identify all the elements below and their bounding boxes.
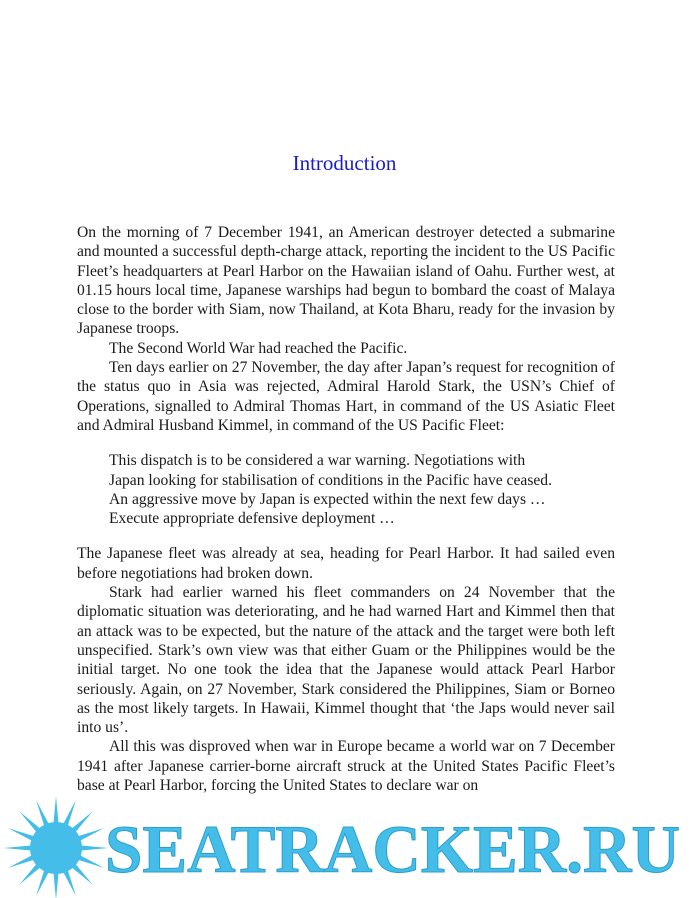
sunburst-ray [8,855,35,868]
sunburst-ray [77,855,104,868]
paragraph: Stark had earlier warned his fleet commanders on 24 November that the diplomatic situation was deteriorating, and he had warned Hart and Kimmel then that an attack was to be expected, but the nature of the attack and the target were both left unspecified. Stark’s own view was that either Guam or the Philippines would be the initial target. No one took the idea that the Japanese would attack Pearl Harbor seriously. Again, on 27 November, Stark considered the Philippines, Siam or Borneo as the most likely targets. In Hawaii, Kimmel thought that ‘the Japs would never sail into us’. [77,584,615,737]
paragraph: The Japanese fleet was already at sea, heading for Pearl Harbor. It had sailed even before negotiations had broken down. [77,545,615,582]
sunburst-ray [8,828,35,841]
sunburst-ray [63,800,76,827]
quote-line: This dispatch is to be considered a war warning. Negotiations with [109,452,526,470]
sunburst-ray [63,869,76,896]
watermark-text: SEATRACKER.RU [105,811,680,887]
quote-line: Japan looking for stabilisation of conditions in the Pacific have ceased. [109,471,553,489]
sunburst-ray [71,811,93,833]
sunburst-ray [53,796,58,824]
paragraph: Ten days earlier on 27 November, the day after Japan’s request for recognition of the status quo in Asia was rejected, Admiral Harold Stark, the USN’s Chief of Operations, signalled to Admiral Thomas Hart, in command of the US Asiatic Fleet and Admiral Husband Kimmel, in command of the US Pacific Fleet: [77,359,615,434]
quote-line: Execute appropriate defensive deployment … [109,510,395,528]
watermark [0,796,689,898]
sunburst-icon [4,796,108,898]
paragraph: On the morning of 7 December 1941, an American destroyer detected a submarine and mounted a successful depth-charge attack, reporting the incident to the US Pacific Fleet’s headquarters at Pearl Harbor on the Hawaiian island of Oahu. Further west, at 01.15 hours local time, Japanese warships had begun to bombard the coast of Malaya close to the border with Siam, now Thailand, at Kota Bharu, ready for the invasion by Japanese troops. [77,224,615,338]
block-quote [109,451,583,528]
chapter-title: Introduction [292,151,397,175]
sunburst-ray [36,869,49,896]
paragraph: All this was disproved when war in Europe became a world war on 7 December 1941 after Japanese carrier-borne aircraft struck at the United States Pacific Fleet’s base at Pearl Harbor, forcing the United States to declare war on [77,738,615,795]
sunburst-ray [80,845,108,850]
sunburst-ray [53,872,58,898]
sunburst-ray [19,811,41,833]
quote-line: An aggressive move by Japan is expected within the next few days … [109,490,546,508]
sunburst-ray [4,845,32,850]
paragraph: The Second World War had reached the Pacific. [109,339,408,357]
chapter-body [77,223,615,795]
sunburst-ray [77,828,104,841]
sunburst-ray [36,800,49,827]
sunburst-ray [19,863,41,885]
sunburst-ray [71,863,93,885]
